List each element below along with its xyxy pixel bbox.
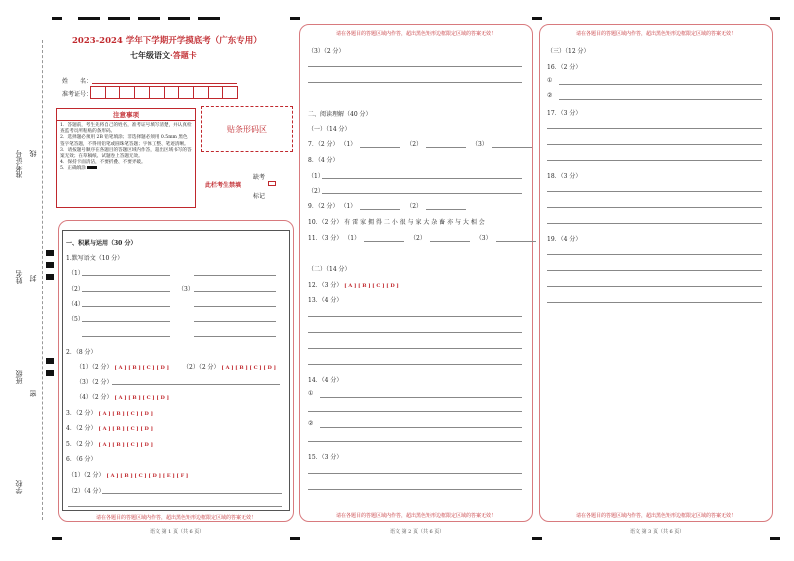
q6-2-answer[interactable] bbox=[102, 493, 282, 494]
q13-answer[interactable] bbox=[308, 332, 522, 333]
warning-bottom-2: 请在各题目的答题区域内作答，超出黑色矩形边框限定区域的答案无效！ bbox=[335, 513, 496, 519]
alignment-mark bbox=[290, 537, 300, 540]
reading-sub-3: （三）（12 分） bbox=[547, 48, 590, 55]
q5-options[interactable]: [ A ] [ B ] [ C ] [ D ] bbox=[98, 442, 153, 448]
q11: 11．（3 分） （1） （2） （3） bbox=[308, 233, 540, 242]
q17-answer[interactable] bbox=[547, 160, 762, 161]
q2-1-options[interactable]: [ A ] [ B ] [ C ] [ D ] bbox=[114, 365, 169, 371]
q8-label: 8．（4 分） bbox=[308, 157, 339, 164]
barcode-area: 贴条形码区 bbox=[201, 106, 293, 152]
warning-top-2: 请在各题目的答题区域内作答，超出黑色矩形边框限定区域的答案无效！ bbox=[335, 31, 496, 37]
q18-answer[interactable] bbox=[547, 191, 762, 192]
blank-5a[interactable] bbox=[82, 321, 170, 322]
name-field[interactable] bbox=[92, 83, 237, 84]
q13-answer[interactable] bbox=[308, 348, 522, 349]
q13-answer[interactable] bbox=[308, 364, 522, 365]
notice-item: 2．选择题必须用 2B 铅笔填涂；非选择题必须用 0.5mm 黑色签字笔答题，不得用铅笔或圆珠笔答题；字体工整、笔迹清晰。 bbox=[60, 135, 189, 147]
name-label: 姓 名： bbox=[62, 78, 93, 85]
alignment-mark bbox=[78, 17, 100, 20]
warning-top-3: 请在各题目的答题区域内作答，超出黑色矩形边框限定区域的答案无效！ bbox=[575, 31, 736, 37]
q18-answer[interactable] bbox=[547, 207, 762, 208]
q3-options[interactable]: [ A ] [ B ] [ C ] [ D ] bbox=[98, 411, 153, 417]
side-label-id: 准考证号 bbox=[15, 150, 23, 178]
alignment-mark bbox=[46, 250, 54, 256]
q19-answer[interactable] bbox=[547, 302, 762, 303]
q14-label: 14．（4 分） bbox=[308, 377, 343, 384]
q4: 4．（2 分） [ A ] [ B ] [ C ] [ D ] bbox=[66, 425, 153, 432]
q14-answer[interactable] bbox=[308, 441, 522, 442]
id-label: 准考证号： bbox=[62, 91, 93, 98]
blank-1a[interactable] bbox=[82, 275, 170, 276]
q2-2-options[interactable]: [ A ] [ B ] [ C ] [ D ] bbox=[221, 365, 276, 371]
alignment-mark bbox=[46, 274, 54, 280]
q16-c1: ① bbox=[547, 77, 553, 84]
reading-section-title: 二、阅读理解（40 分） bbox=[308, 111, 372, 118]
q16-answer[interactable] bbox=[559, 84, 762, 85]
alignment-mark bbox=[52, 17, 62, 20]
q1-label: 1.默写语文（10 分） bbox=[66, 255, 124, 262]
q19-answer[interactable] bbox=[547, 254, 762, 255]
q19-label: 19．（4 分） bbox=[547, 236, 582, 243]
reading-sub-2: （二）（14 分） bbox=[308, 266, 351, 273]
absent-top: 缺考 bbox=[253, 174, 266, 181]
side-label-name: 姓名 bbox=[15, 270, 23, 284]
q15-answer[interactable] bbox=[308, 473, 522, 474]
q2-3-label: （3）（2 分） bbox=[76, 379, 113, 386]
blank-4b[interactable] bbox=[194, 306, 276, 307]
q16-answer[interactable] bbox=[559, 99, 762, 100]
q14-c2: ② bbox=[308, 420, 314, 427]
blank-5d[interactable] bbox=[194, 336, 276, 337]
alignment-mark bbox=[52, 537, 62, 540]
alignment-mark bbox=[46, 358, 54, 364]
q19-answer[interactable] bbox=[547, 286, 762, 287]
q14-answer[interactable] bbox=[308, 411, 522, 412]
q9: 9．（2 分） （1） （2） bbox=[308, 201, 470, 210]
q4-options[interactable]: [ A ] [ B ] [ C ] [ D ] bbox=[98, 426, 153, 432]
side-label-school: 学校 bbox=[15, 480, 23, 494]
q8-2-answer[interactable] bbox=[322, 193, 522, 194]
card-label: 答题卡 bbox=[172, 50, 197, 60]
alignment-mark bbox=[532, 17, 542, 20]
notice-item-fill: 5．正确填涂 bbox=[60, 166, 192, 172]
q7: 7．（2 分） （1） （2） （3） bbox=[308, 139, 536, 148]
footer-page-3: 语文 第 3 页（共 6 页） bbox=[630, 529, 685, 535]
blank-2a[interactable] bbox=[82, 291, 170, 292]
q18-answer[interactable] bbox=[547, 223, 762, 224]
blank-1b[interactable] bbox=[194, 275, 276, 276]
q5: 5．（2 分） [ A ] [ B ] [ C ] [ D ] bbox=[66, 441, 153, 448]
alignment-mark bbox=[138, 17, 160, 20]
q8-1: （1） bbox=[308, 173, 324, 180]
q6-2-answer[interactable] bbox=[68, 506, 282, 507]
q8-1-answer[interactable] bbox=[322, 178, 522, 179]
blank-3-label: （3） bbox=[178, 286, 194, 293]
q17-label: 17．（3 分） bbox=[547, 110, 582, 117]
q17-answer[interactable] bbox=[547, 144, 762, 145]
q16-c2: ② bbox=[547, 92, 553, 99]
blank-1-label: （1） bbox=[68, 270, 84, 277]
q6-1: （1）（2 分） [ A ] [ B ] [ C ] [ D ] [ E ] [ F ] bbox=[68, 472, 189, 479]
absent-label: 此栏考生禁填 bbox=[205, 182, 242, 189]
q2-1: （1）（2 分） [ A ] [ B ] [ C ] [ D ] bbox=[76, 364, 169, 371]
blank-3a[interactable] bbox=[194, 291, 276, 292]
q6-label: 6．（6 分） bbox=[66, 456, 97, 463]
alignment-mark bbox=[198, 17, 220, 20]
alignment-mark bbox=[290, 17, 300, 20]
c2-q3-answer[interactable] bbox=[308, 66, 522, 67]
q14-answer[interactable] bbox=[320, 427, 522, 428]
blank-2-label: （2） bbox=[68, 286, 84, 293]
q13-answer[interactable] bbox=[308, 316, 522, 317]
alignment-mark bbox=[108, 17, 130, 20]
side-label-seal: 封 bbox=[29, 275, 37, 282]
blank-4-label: （4） bbox=[68, 301, 84, 308]
answer-panel-2 bbox=[299, 24, 533, 522]
q6-1-options[interactable]: [ A ] [ B ] [ C ] [ D ] [ E ] [ F ] bbox=[106, 473, 189, 479]
q12-options[interactable]: [ A ] [ B ] [ C ] [ D ] bbox=[344, 283, 399, 289]
alignment-mark bbox=[168, 17, 190, 20]
binding-line bbox=[42, 40, 43, 520]
subject-dot: · bbox=[170, 50, 173, 60]
q6-2-label: （2）（4 分） bbox=[68, 488, 105, 495]
notice-title: 注意事项 bbox=[57, 109, 195, 121]
footer-page-1: 语文 第 1 页（共 6 页） bbox=[150, 529, 205, 535]
absent-bottom: 标记 bbox=[253, 193, 266, 200]
q3: 3．（2 分） [ A ] [ B ] [ C ] [ D ] bbox=[66, 410, 153, 417]
q14-c1: ① bbox=[308, 390, 314, 397]
q14-answer[interactable] bbox=[320, 397, 522, 398]
q10: 10．（2 分） 有 雷 家 拥 得 二 小 很 与 家 大 杂 畜 亦 与 大 相 会 bbox=[308, 219, 485, 226]
blank-4a[interactable] bbox=[82, 306, 170, 307]
q8-2: （2） bbox=[308, 188, 324, 195]
q2-4-options[interactable]: [ A ] [ B ] [ C ] [ D ] bbox=[114, 395, 169, 401]
blank-5-label: （5） bbox=[68, 316, 84, 323]
warning-bottom-1: 请在各题目的答题区域内作答，超出黑色矩形边框限定区域的答案无效！ bbox=[95, 515, 256, 521]
q16-label: 16．（2 分） bbox=[547, 64, 582, 71]
subject-title bbox=[130, 50, 197, 61]
side-label-class: 班级 bbox=[15, 370, 23, 384]
notice-item: 4．保持卡面清洁，不要折叠、不要弄破。 bbox=[60, 160, 146, 166]
absent-box[interactable] bbox=[268, 181, 276, 186]
blank-5b[interactable] bbox=[194, 321, 276, 322]
alignment-mark bbox=[532, 537, 542, 540]
subject-label: 七年级语文 bbox=[130, 50, 170, 60]
c2-q3-label: （3）（2 分） bbox=[308, 48, 345, 55]
q2-label: 2．（8 分） bbox=[66, 349, 97, 356]
q15-label: 15．（3 分） bbox=[308, 454, 343, 461]
section-1-title: 一、积累与运用（30 分） bbox=[66, 240, 137, 247]
blank-5c[interactable] bbox=[82, 336, 170, 337]
c2-q3-answer[interactable] bbox=[308, 82, 522, 83]
q2-2: （2）（2 分） [ A ] [ B ] [ C ] [ D ] bbox=[183, 364, 276, 371]
notice-box bbox=[56, 108, 196, 208]
q15-answer[interactable] bbox=[308, 489, 522, 490]
q10-text: 有 雷 家 拥 得 二 小 很 与 家 大 杂 畜 亦 与 大 相 会 bbox=[344, 219, 485, 226]
alignment-mark bbox=[770, 17, 780, 20]
q2-4: （4）（2 分） [ A ] [ B ] [ C ] [ D ] bbox=[76, 394, 169, 401]
q17-answer[interactable] bbox=[547, 128, 762, 129]
footer-page-2: 语文 第 2 页（共 6 页） bbox=[390, 529, 445, 535]
notice-item: 1．答题前，考生先将自己的姓名，准考证号填写清楚，并认真检查监考员所粘贴的条形码。 bbox=[60, 123, 192, 135]
id-boxes[interactable] bbox=[90, 86, 238, 99]
q12: 12．（3 分） [ A ] [ B ] [ C ] [ D ] bbox=[308, 282, 399, 289]
side-label-line: 线 bbox=[29, 150, 37, 157]
reading-sub-1: （一）（14 分） bbox=[308, 126, 351, 133]
q13-label: 13．（4 分） bbox=[308, 297, 343, 304]
side-label-secret: 密 bbox=[29, 390, 37, 397]
q19-answer[interactable] bbox=[547, 270, 762, 271]
notice-item: 3．请按题号顺序在各题目的答题区域内作答，超出区域书写的答案无效；在草稿纸、试题卷上答题无效。 bbox=[60, 147, 192, 160]
page-title: 2023-2024 学年下学期开学摸底考（广东专用） bbox=[72, 36, 262, 46]
alignment-mark bbox=[770, 537, 780, 540]
warning-bottom-3: 请在各题目的答题区域内作答，超出黑色矩形边框限定区域的答案无效！ bbox=[575, 513, 736, 519]
q2-3-answer[interactable] bbox=[112, 384, 280, 385]
alignment-mark bbox=[46, 262, 54, 268]
q18-label: 18．（3 分） bbox=[547, 173, 582, 180]
alignment-mark bbox=[46, 370, 54, 376]
